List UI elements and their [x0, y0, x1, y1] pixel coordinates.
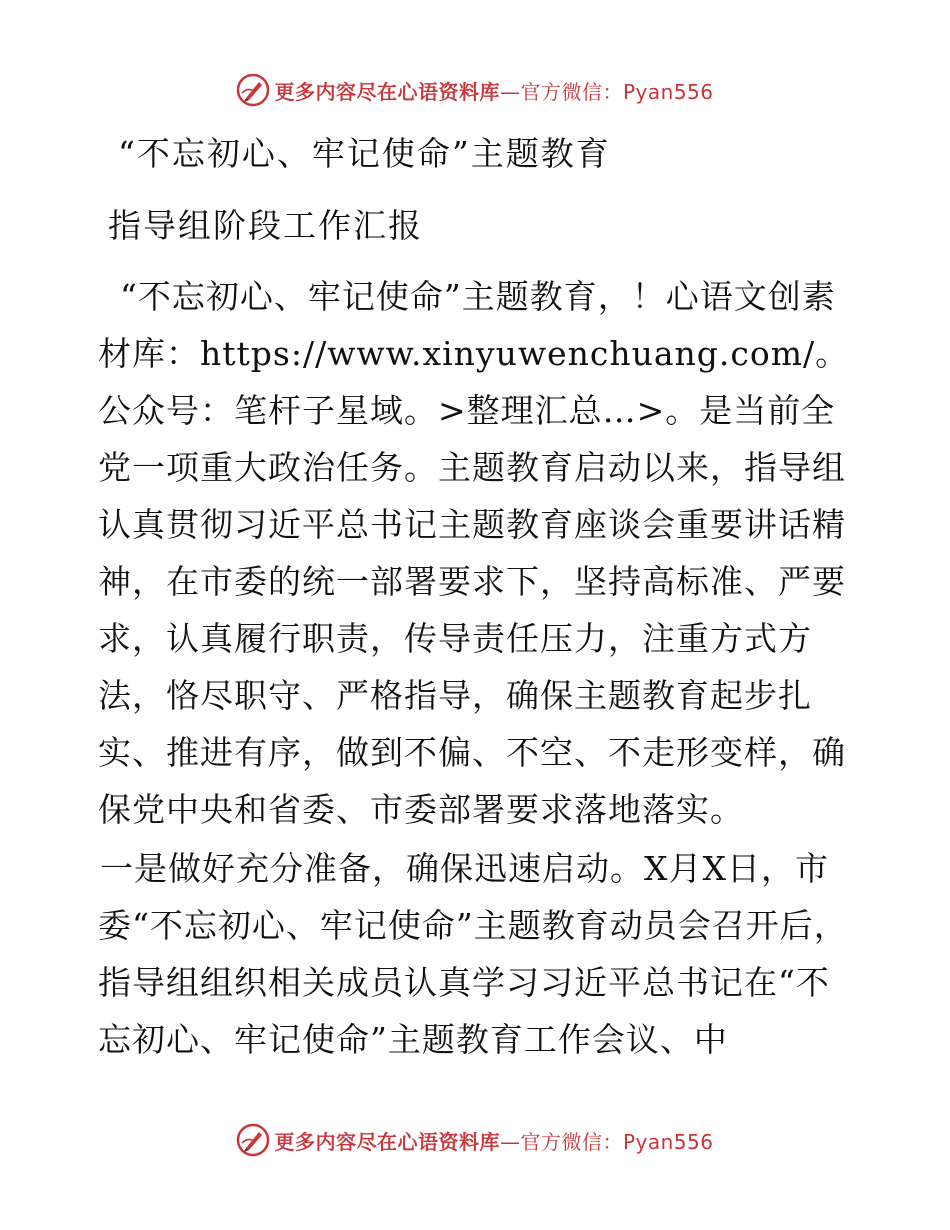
document-title-line2: 指导组阶段工作汇报	[108, 206, 423, 245]
banner-wechat-id: Pyan556	[622, 79, 714, 104]
pen-logo-icon	[236, 1123, 270, 1157]
banner-text	[274, 1126, 713, 1155]
body-paragraph-2: 一是做好充分准备，确保迅速启动。X月X日，市委“不忘初心、牢记使命”主题教育动员会召开后，指导组组织相关成员认真学习习近平总书记在“不忘初心、牢记使命”主题教育工作会议、中	[98, 849, 848, 1059]
footer-watermark-banner	[0, 1120, 950, 1160]
banner-library-text: 更多内容尽在心语资料库	[274, 79, 500, 104]
banner-wechat-id: Pyan556	[622, 1129, 714, 1154]
banner-text	[274, 76, 713, 105]
document-title-line1: “不忘初心、牢记使命”主题教育	[118, 134, 611, 173]
pen-logo-icon	[236, 73, 270, 107]
banner-wechat-label: —官方微信：	[499, 79, 623, 104]
banner-library-text: 更多内容尽在心语资料库	[274, 1129, 500, 1154]
header-watermark-banner	[0, 70, 950, 110]
banner-wechat-label: —官方微信：	[499, 1129, 623, 1154]
body-paragraph-1: “不忘初心、牢记使命”主题教育，！心语文创素材库：https://www.xinyuwenchuang.com/。公众号：笔杆子星域。>整理汇总…>。是当前全党一项重大政治任务。主题教育启动以来，指导组认真贯彻习近平总书记主题教育座谈会重要讲话精神，在市委的统一部署要求下，坚持高标准、严要求，认真履行职责，传导责任压力，注重方式方法，恪尽职守、严格指导，确保主题教育起步扎实、推进有序，做到不偏、不空、不走形变样，确保党中央和省委、市委部署要求落地落实。	[98, 277, 850, 829]
